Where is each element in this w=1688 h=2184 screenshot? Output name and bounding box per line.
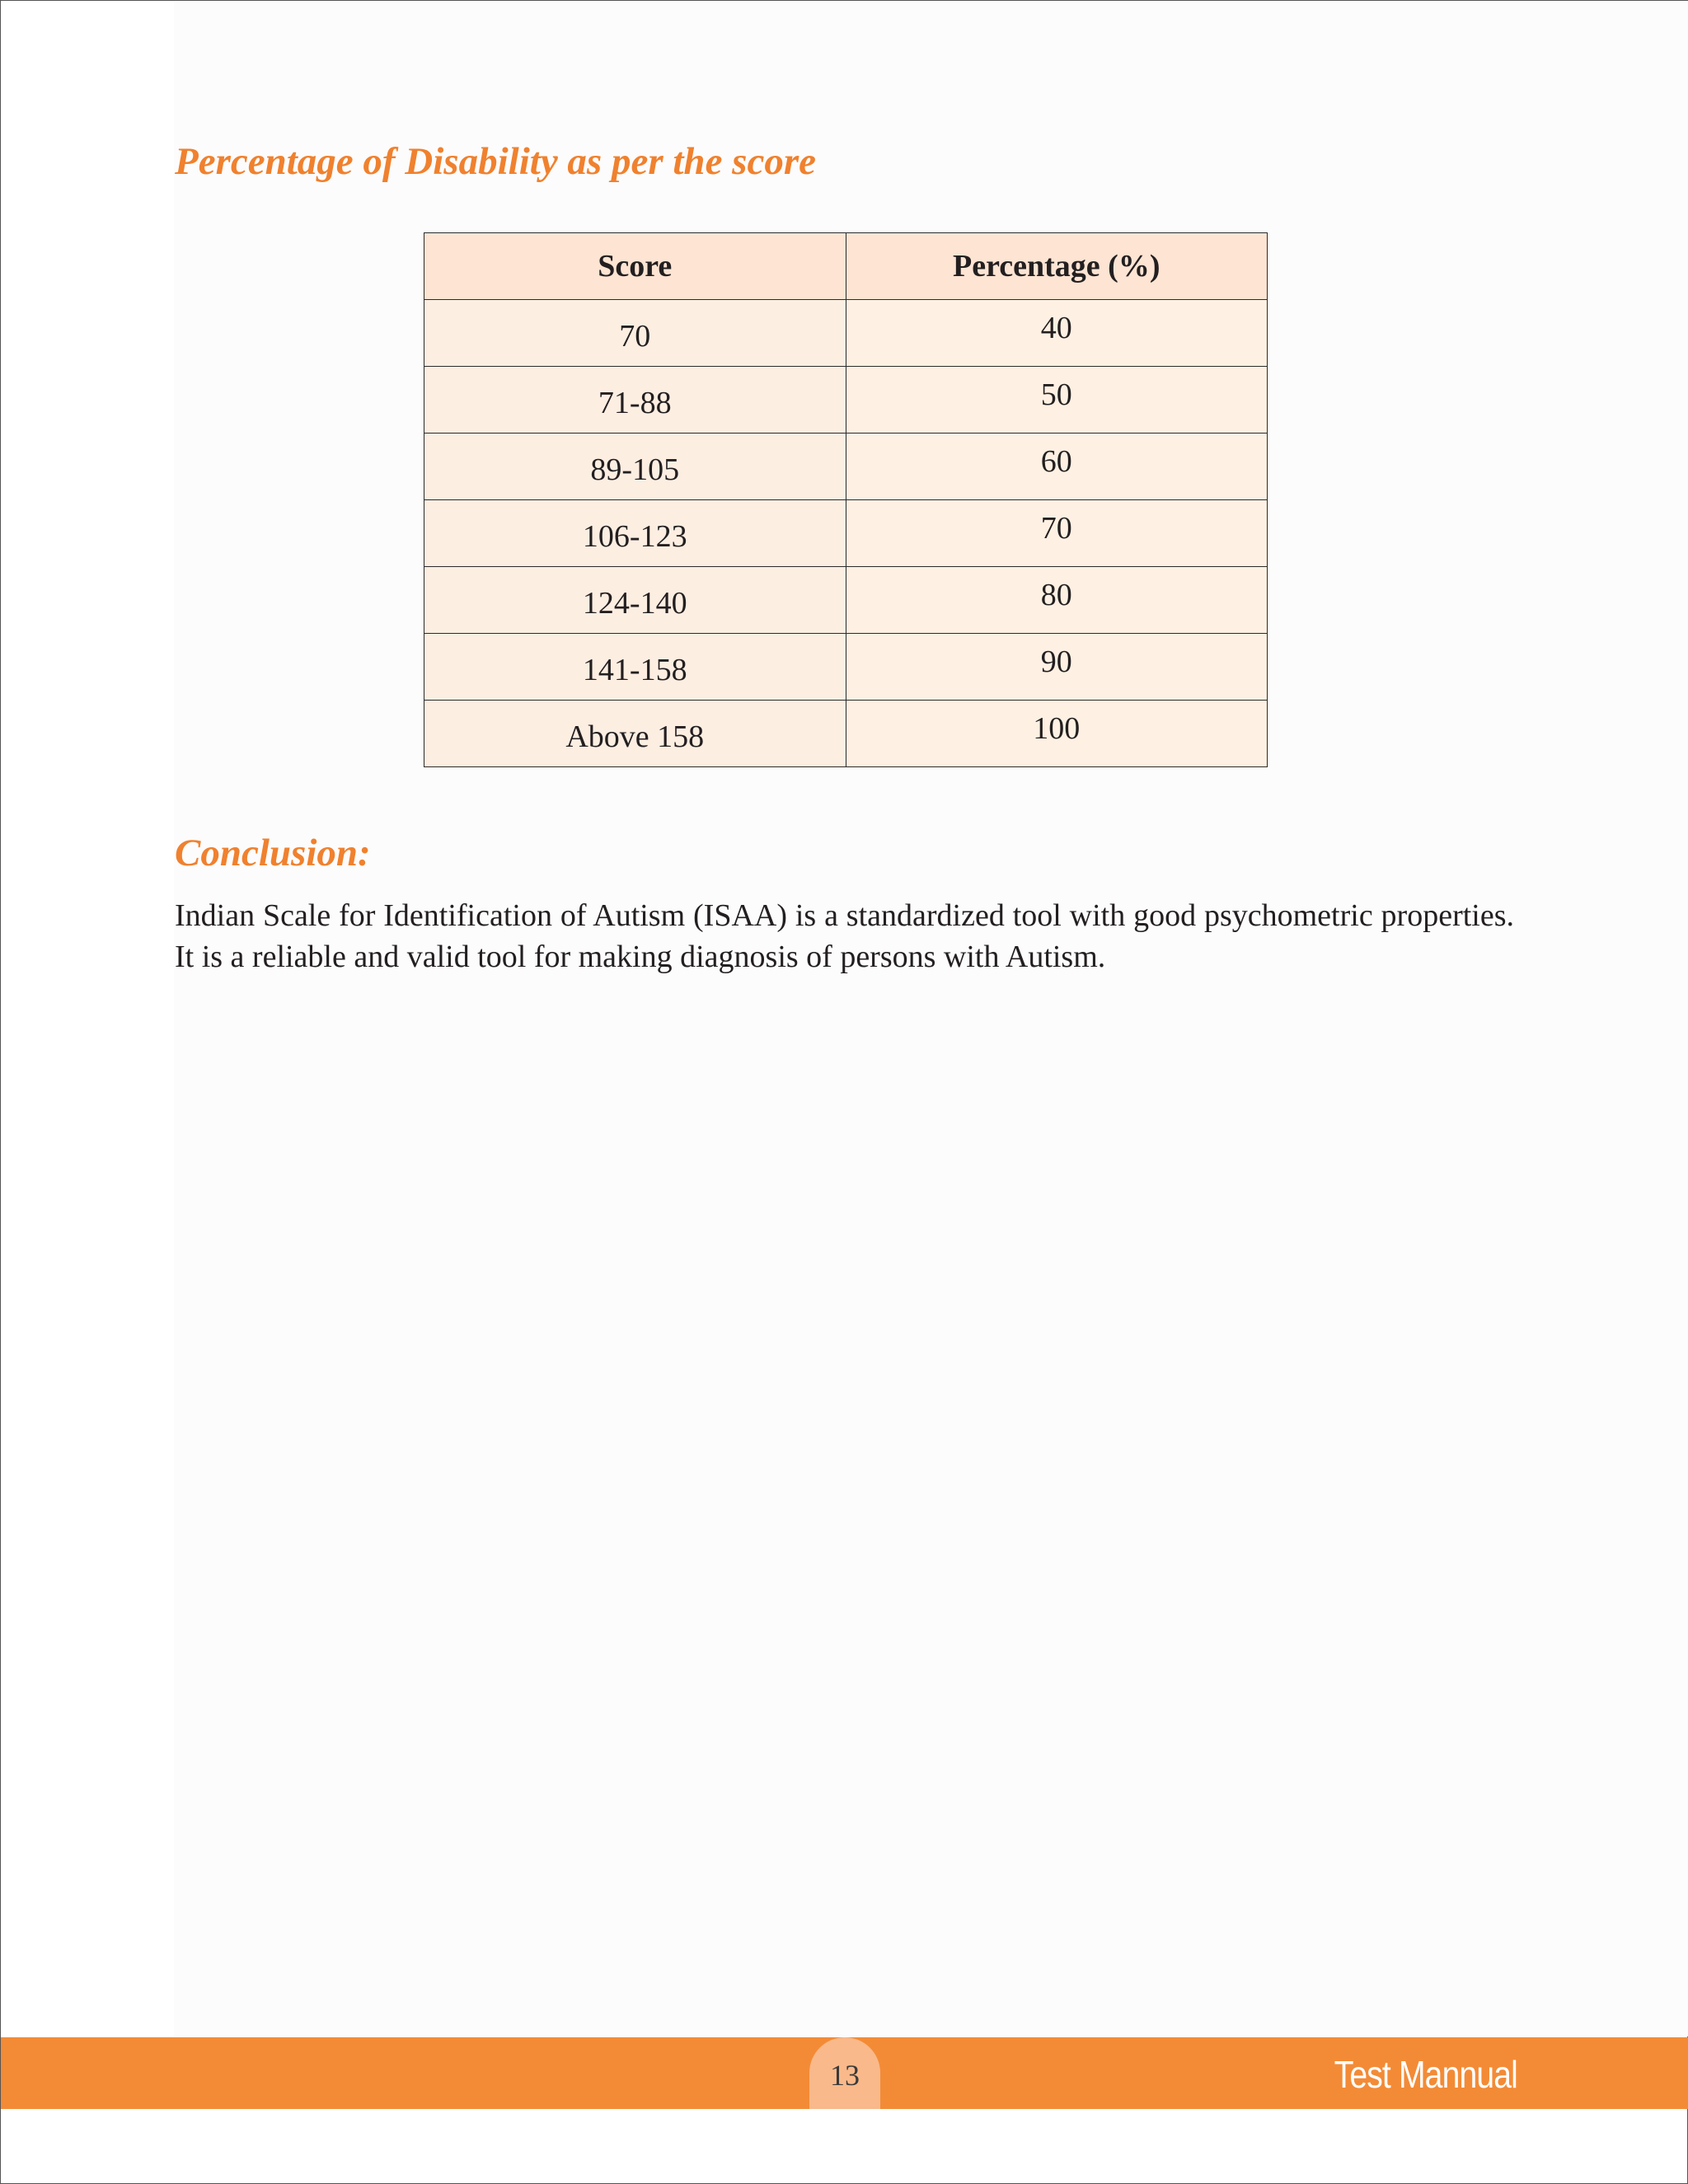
footer-title: Test Mannual (1334, 2053, 1517, 2096)
percentage-cell: 50 (846, 367, 1268, 434)
table-row (424, 300, 1268, 367)
percentage-cell: 40 (846, 300, 1268, 367)
score-percentage-table (424, 232, 1268, 767)
score-cell: 89-105 (424, 434, 846, 500)
score-cell: 71-88 (424, 367, 846, 434)
percentage-cell: 80 (846, 567, 1268, 634)
score-cell: 106-123 (424, 500, 846, 567)
percentage-cell: 100 (846, 701, 1268, 767)
disability-section-heading: Percentage of Disability as per the score (175, 140, 816, 183)
table-row (424, 434, 1268, 500)
percentage-cell: 60 (846, 434, 1268, 500)
percentage-column-header: Percentage (%) (846, 233, 1268, 300)
score-cell: 124-140 (424, 567, 846, 634)
page-number: 13 (809, 2037, 880, 2109)
score-cell: 141-158 (424, 634, 846, 701)
score-cell: Above 158 (424, 701, 846, 767)
conclusion-paragraph: Indian Scale for Identification of Autism (ISAA) is a standardized tool with good psychometric properties. It is a reliable and valid tool for making diagnosis of persons with Autism. (175, 898, 1514, 974)
table-row (424, 701, 1268, 767)
table-row (424, 500, 1268, 567)
percentage-cell: 90 (846, 634, 1268, 701)
percentage-cell: 70 (846, 500, 1268, 567)
score-cell: 70 (424, 300, 846, 367)
table-row (424, 567, 1268, 634)
score-column-header: Score (424, 233, 846, 300)
table-row (424, 367, 1268, 434)
table-row (424, 634, 1268, 701)
conclusion-heading: Conclusion: (175, 832, 371, 874)
table-header-row (424, 233, 1268, 300)
